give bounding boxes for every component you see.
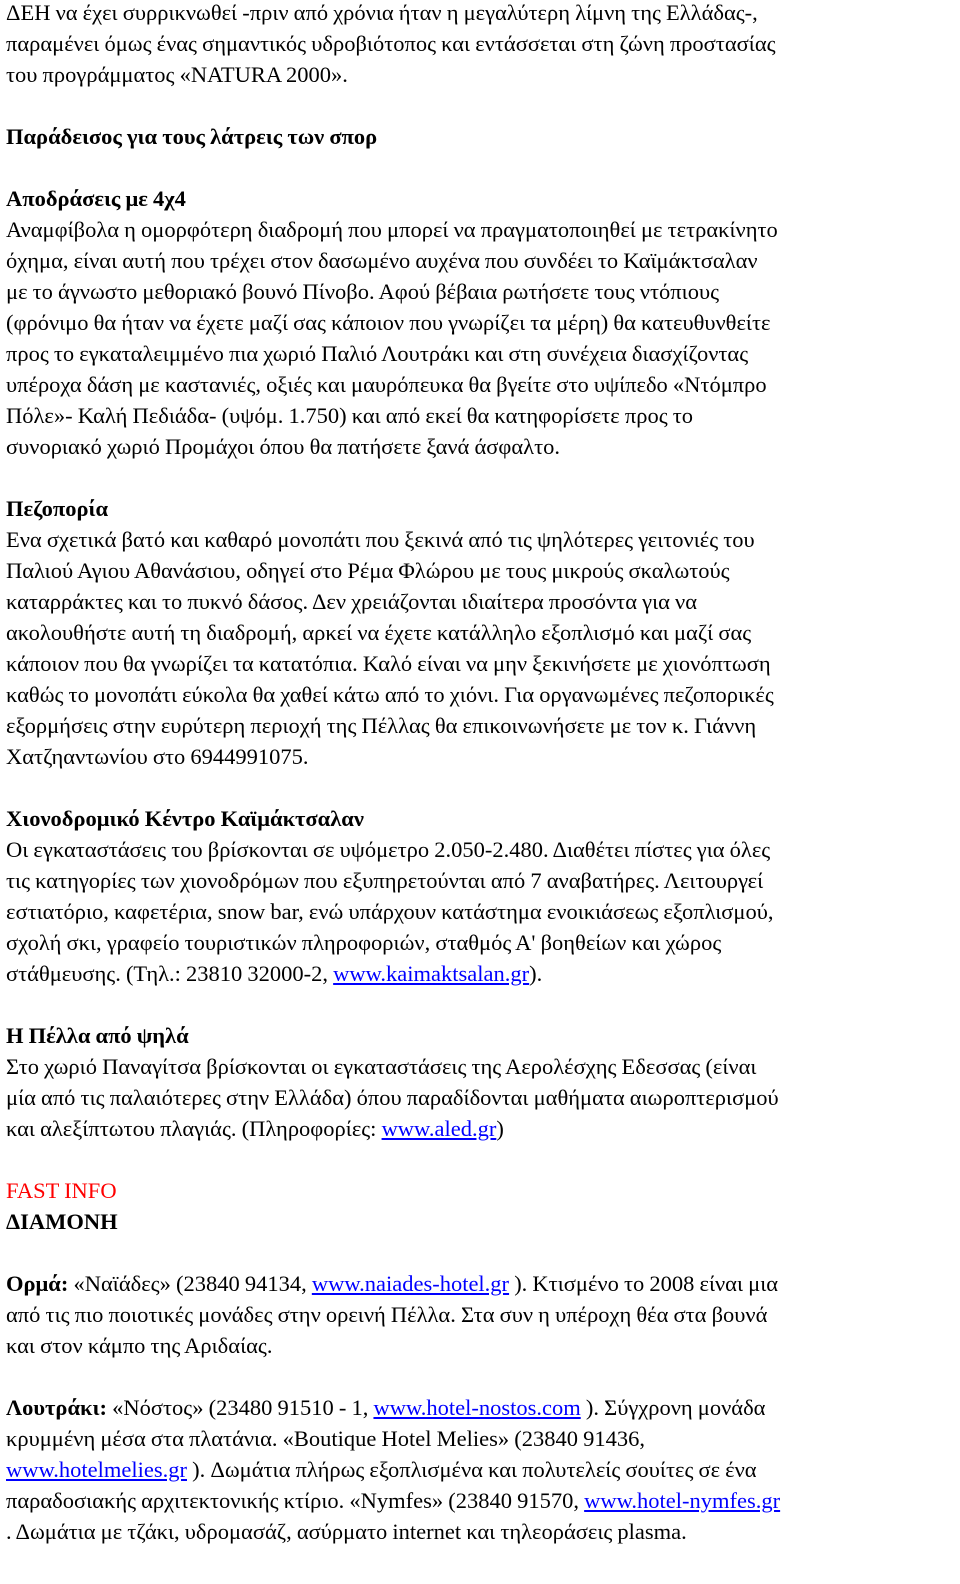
loutraki-section [6,1392,952,1547]
hiking-section [6,493,952,772]
spacer [6,152,952,183]
offroad-line: προς το εγκαταλειμμένο πια χωριό Παλιό Λουτράκι και στη συνέχεια διασχίζοντας [6,341,749,366]
ski-line: σχολή σκι, γραφείο τουριστικών πληροφοριών, σταθμός Α' βοηθείων και χώρος [6,930,722,955]
ski-line: εστιατόριο, καφετέρια, snow bar, ενώ υπάρχουν κατάστημα ενοικιάσεως εξοπλισμού, [6,899,774,924]
offroad-line: με το άγνωστο μεθοριακό βουνό Πίνοβο. Αφού βέβαια ρωτήσετε τους ντόπιους [6,279,719,304]
offroad-line: (φρόνιμο θα ήταν να έχετε μαζί σας κάποιον που γνωρίζει τα μέρη) θα κατευθυνθείτε [6,310,771,335]
orma-line: από τις πιο ποιοτικές μονάδες στην ορεινή Πέλλα. Στα συν η υπέροχη θέα στα βουνά [6,1302,768,1327]
ski-last-line [6,958,952,989]
hiking-line: Χατζηαντωνίου στο 6944991075. [6,744,309,769]
ski-line: τις κατηγορίες των χιονοδρόμων που εξυπηρετούνται από 7 αναβατήρες. Λειτουργεί [6,868,764,893]
ski-title: Χιονοδρομικό Κέντρο Καϊμάκτσαλαν [6,806,364,831]
ski-section [6,803,952,989]
ski-last-prefix: στάθμευσης. (Τηλ.: 23810 32000-2, [6,961,334,986]
orma-line: και στον κάμπο της Αριδαίας. [6,1333,273,1358]
paragliding-last-suffix: ) [496,1116,504,1141]
offroad-line: Πόλε»- Καλή Πεδιάδα- (υψόμ. 1.750) και από εκεί θα κατηφορίσετε προς το [6,403,694,428]
spacer [6,772,952,803]
orma-label: Ορμά: [6,1271,69,1296]
aled-link[interactable]: www.aled.gr [381,1116,497,1141]
hiking-line: Ενα σχετικά βατό και καθαρό μονοπάτι που ξεκινά από τις ψηλότερες γειτονιές του [6,527,755,552]
fast-info-section [6,1175,952,1237]
loutraki-line [6,1392,952,1423]
naiades-link[interactable]: www.naiades-hotel.gr [311,1271,510,1296]
hiking-line: εξορμήσεις στην ευρύτερη περιοχή της Πέλλας θα επικοινωνήσετε με τον κ. Γιάννη [6,713,757,738]
intro-line: του προγράμματος «NATURA 2000». [6,62,348,87]
accommodation-heading: ΔΙΑΜΟΝΗ [6,1209,118,1234]
melies-link[interactable]: www.hotelmelies.gr [6,1457,187,1482]
loutraki-line: κρυμμένη μέσα στα πλατάνια. «Boutique Hotel Melies» (23840 91436, [6,1426,645,1451]
spacer [6,1237,952,1268]
loutraki-line4-prefix: παραδοσιακής αρχιτεκτονικής κτίριο. «Nymfes» (23840 91570, [6,1488,585,1513]
loutraki-prefix: «Νόστος» (23480 91510 - 1, [107,1395,374,1420]
offroad-section [6,183,952,462]
hiking-line: ακολουθήστε αυτή τη διαδρομή, αρκεί να έχετε κατάλληλο εξοπλισμό και μαζί σας [6,620,752,645]
offroad-line: υπέροχα δάση με καστανιές, οξιές και μαυρόπευκα θα βγείτε στο υψίπεδο «Ντόμπρο [6,372,767,397]
fast-info-label: FAST INFO [6,1178,117,1203]
spacer [6,462,952,493]
intro-paragraph [6,0,952,90]
loutraki-line: . Δωμάτια με τζάκι, υδρομασάζ, ασύρματο internet και τηλεοράσεις plasma. [6,1519,687,1544]
intro-line: παραμένει όμως ένας σημαντικός υδροβιότοπος και εντάσσεται στη ζώνη προστασίας [6,31,776,56]
paragliding-line: Στο χωριό Παναγίτσα βρίσκονται οι εγκαταστάσεις της Αερολέσχης Εδεσσας (είναι [6,1054,757,1079]
hiking-line: καθώς το μονοπάτι εύκολα θα χαθεί κάτω από το χιόνι. Για οργανωμένες πεζοπορικές [6,682,774,707]
hiking-line: καταρράκτες και το πυκνό δάσος. Δεν χρειάζονται ιδιαίτερα προσόντα για να [6,589,697,614]
orma-prefix: «Ναϊάδες» (23840 94134, [68,1271,312,1296]
paragliding-title: Η Πέλλα από ψηλά [6,1023,189,1048]
nostos-link[interactable]: www.hotel-nostos.com [373,1395,581,1420]
ski-line: Οι εγκαταστάσεις του βρίσκονται σε υψόμετρο 2.050-2.480. Διαθέτει πίστες για όλες [6,837,771,862]
intro-line: ΔΕΗ να έχει συρρικνωθεί -πριν από χρόνια ήταν η μεγαλύτερη λίμνη της Ελλάδας-, [6,0,758,25]
loutraki-line [6,1485,952,1516]
orma-line [6,1268,952,1299]
kaimaktsalan-link[interactable]: www.kaimaktsalan.gr [333,961,530,986]
paragliding-last-prefix: και αλεξίπτωτου πλαγιάς. (Πληροφορίες: [6,1116,382,1141]
offroad-title: Αποδράσεις με 4χ4 [6,186,186,211]
hiking-line: Παλιού Αγιου Αθανάσιου, οδηγεί στο Ρέμα Φλώρου με τους μικρούς σκαλωτούς [6,558,730,583]
loutraki-suffix: ). Σύγχρονη μονάδα [580,1395,766,1420]
loutraki-line [6,1454,952,1485]
offroad-line: συνοριακό χωριό Προμάχοι όπου θα πατήσετε ξανά άσφαλτο. [6,434,560,459]
paragliding-line: μία από τις παλαιότερες στην Ελλάδα) όπου παραδίδονται μαθήματα αιωροπτερισμού [6,1085,779,1110]
spacer [6,90,952,121]
spacer [6,1361,952,1392]
hiking-title: Πεζοπορία [6,496,109,521]
orma-suffix: ). Κτισμένο το 2008 είναι μια [509,1271,779,1296]
orma-section [6,1268,952,1361]
paragliding-section [6,1020,952,1144]
paragliding-last-line [6,1113,952,1144]
ski-last-suffix: ). [529,961,543,986]
spacer [6,989,952,1020]
spacer [6,1144,952,1175]
loutraki-line3-suffix: ). Δωμάτια πλήρως εξοπλισμένα και πολυτελείς σουίτες σε ένα [187,1457,757,1482]
loutraki-label: Λουτράκι: [6,1395,107,1420]
hiking-line: κάποιον που θα γνωρίζει τα κατατόπια. Καλό είναι να μην ξεκινήσετε με χιονόπτωση [6,651,771,676]
offroad-line: Αναμφίβολα η ομορφότερη διαδρομή που μπορεί να πραγματοποιηθεί με τετρακίνητο [6,217,778,242]
offroad-line: όχημα, είναι αυτή που τρέχει στον δασωμένο αυχένα που συνδέει το Καϊμάκτσαλαν [6,248,758,273]
sports-heading: Παράδεισος για τους λάτρεις των σπορ [6,124,378,149]
nymfes-link[interactable]: www.hotel-nymfes.gr [584,1488,781,1513]
